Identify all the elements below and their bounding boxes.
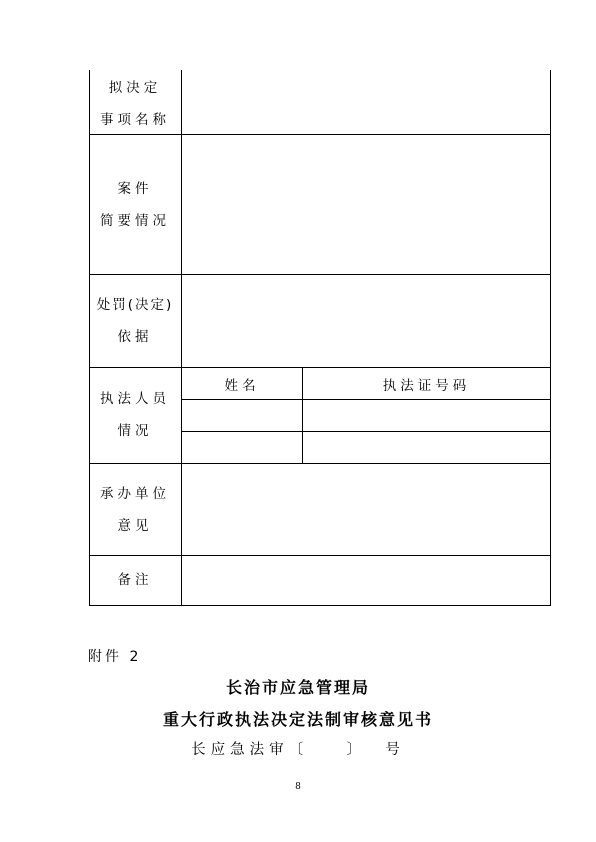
officer-name-cell[interactable] [182,400,302,431]
label-line: 处罚(决定) [96,297,174,313]
officer-cert-header: 执法证号码 [382,378,471,394]
label-line: 依据 [117,329,153,345]
document-number: 长应急法审〔 〕 号 [191,742,405,758]
officer-cert-cell[interactable] [303,432,550,463]
label-penalty-basis [89,289,181,353]
document-title: 重大行政执法决定法制审核意见书 [162,710,433,729]
label-line: 拟决定 [108,80,162,96]
officer-cert-cell[interactable] [303,400,550,431]
table-border-right [550,70,551,606]
officer-name-cell[interactable] [182,432,302,463]
document-title-agency: 长治市应急管理局 [225,678,370,697]
decision-item-field[interactable] [182,70,550,134]
attachment-label: 附件 2 [88,649,142,665]
remarks-field[interactable] [182,556,550,605]
label-line: 备注 [117,572,153,588]
penalty-basis-field[interactable] [182,275,550,367]
label-line: 承办单位 [100,486,170,502]
label-line: 情况 [117,423,153,439]
case-summary-field[interactable] [182,135,550,274]
unit-opinion-field[interactable] [182,464,550,555]
label-case-summary [89,173,181,237]
label-decision-item [89,72,181,136]
page-number: 8 [295,782,301,792]
row-divider [89,367,551,368]
label-line: 案件 [117,181,153,197]
label-unit-opinion [89,478,181,542]
label-line: 事项名称 [100,112,170,128]
label-remarks [89,564,181,596]
table-border-bottom [89,605,551,606]
officer-name-header: 姓名 [224,378,260,394]
label-line: 简要情况 [100,213,170,229]
label-line: 意见 [117,518,153,534]
label-officers [89,383,181,447]
label-line: 执法人员 [100,391,170,407]
